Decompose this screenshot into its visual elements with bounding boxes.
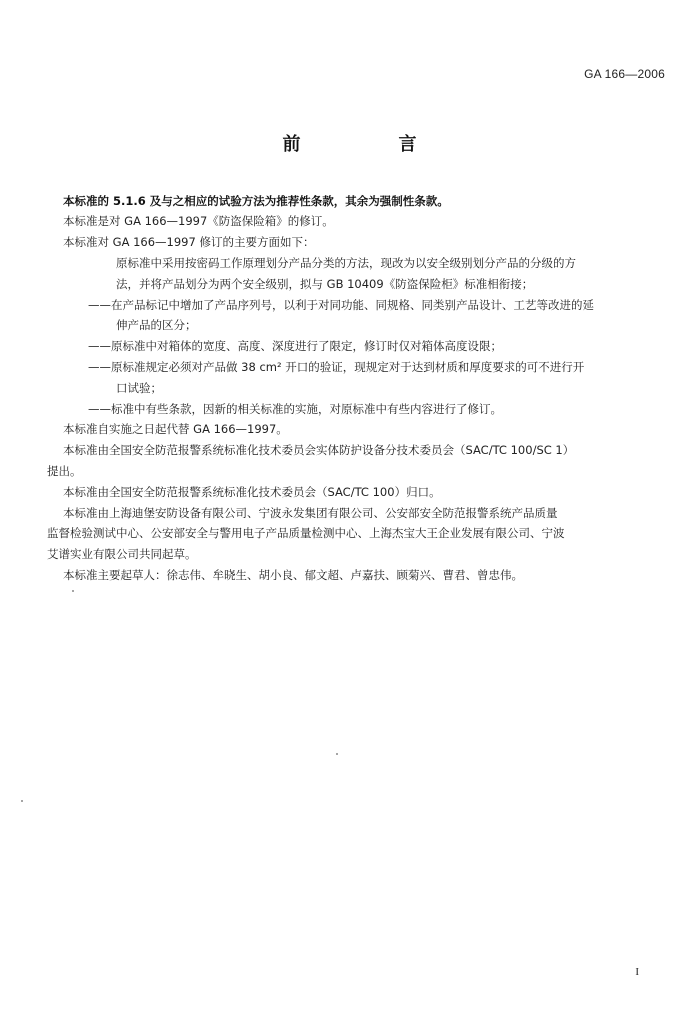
- paragraph-line: 口试验；: [116, 381, 162, 395]
- paragraph-line: 本标准自实施之日起代替 GA 166—1997。: [63, 422, 288, 436]
- scan-speck: [336, 753, 338, 755]
- paragraph-line: ——原标准中对箱体的宽度、高度、深度进行了限定，修订时仅对箱体高度设限；: [88, 339, 502, 353]
- paragraph-line: 法，并将产品划分为两个安全级别，拟与 GB 10409《防盗保险柜》标准相衔接；: [116, 277, 534, 291]
- paragraph-line: 艾谱实业有限公司共同起草。: [47, 547, 197, 561]
- paragraph-line: 监督检验测试中心、公安部安全与警用电子产品质量检测中心、上海杰宝大王企业发展有限公司、宁波: [47, 526, 565, 540]
- paragraph-line: 本标准主要起草人：徐志伟、牟晓生、胡小良、郁文超、卢嘉扶、顾菊兴、曹君、曾忠伟。: [63, 568, 523, 582]
- paragraph-line: 本标准对 GA 166—1997 修订的主要方面如下：: [63, 235, 315, 249]
- paragraph-line: 提出。: [47, 464, 82, 478]
- scan-speck: [21, 800, 23, 802]
- standard-code: GA 166—2006: [584, 67, 665, 81]
- scan-speck: [72, 590, 74, 592]
- paragraph-line: 本标准由上海迪堡安防设备有限公司、宁波永发集团有限公司、公安部安全防范报警系统产品质量: [63, 506, 558, 520]
- paragraph-line: ——在产品标记中增加了产品序列号，以利于对同功能、同规格、同类别产品设计、工艺等改进的延: [88, 298, 594, 312]
- paragraph-line: 本标准的 5.1.6 及与之相应的试验方法为推荐性条款，其余为强制性条款。: [63, 194, 449, 208]
- paragraph-line: 本标准是对 GA 166—1997《防盗保险箱》的修订。: [63, 214, 334, 228]
- paragraph-line: 伸产品的区分；: [116, 318, 197, 332]
- paragraph-line: 原标准中采用按密码工作原理划分产品分类的方法，现改为以安全级别划分产品的分级的方: [116, 256, 576, 270]
- paragraph-line: 本标准由全国安全防范报警系统标准化技术委员会（SAC/TC 100）归口。: [63, 485, 441, 499]
- paragraph-line: ——标准中有些条款，因新的相关标准的实施，对原标准中有些内容进行了修订。: [88, 402, 502, 416]
- paragraph-line: 本标准由全国安全防范报警系统标准化技术委员会实体防护设备分技术委员会（SAC/TC 100/SC 1）: [63, 443, 575, 457]
- page-number: I: [635, 966, 639, 978]
- page-title: 前 言: [282, 134, 457, 155]
- paragraph-line: ——原标准规定必须对产品做 38 cm² 开口的验证，现规定对于达到材质和厚度要求的可不进行开: [88, 360, 585, 374]
